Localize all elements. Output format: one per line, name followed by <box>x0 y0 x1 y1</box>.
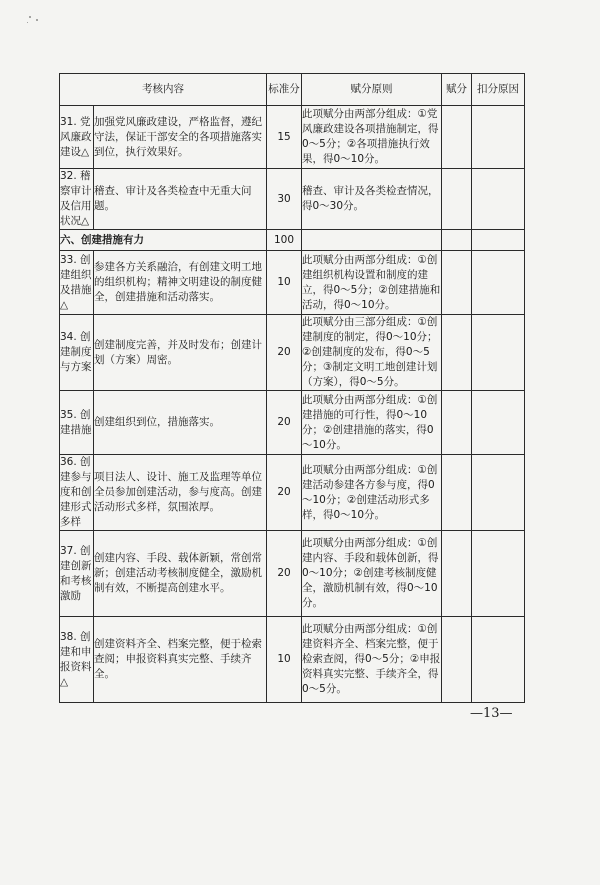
score-cell <box>442 455 472 531</box>
item-title: 36. 创建参与度和创建形式多样 <box>60 455 94 531</box>
item-principle: 此项赋分由两部分组成：①创建组织机构设置和制度的建立，得0～5分；②创建措施和活动，得0～10分。 <box>302 251 442 315</box>
item-content: 创建制度完善，并及时发布；创建计划（方案）周密。 <box>94 315 267 391</box>
table-row <box>60 391 525 455</box>
item-content: 创建资料齐全、档案完整，便于检索查阅；申报资料真实完整、手续齐全。 <box>94 617 267 703</box>
header-standard-score: 标准分 <box>267 74 302 106</box>
item-content: 创建内容、手段、载体新颖，常创常新；创建活动考核制度健全，激励机制有效，不断提高创建水平。 <box>94 531 267 617</box>
table-row <box>60 315 525 391</box>
item-title: 31. 党风廉政建设△ <box>60 106 94 169</box>
deduction-cell <box>472 169 525 230</box>
item-score: 10 <box>267 617 302 703</box>
item-content: 参建各方关系融洽，有创建文明工地的组织机构；精神文明建设的制度健全，创建措施和活动落实。 <box>94 251 267 315</box>
table-row <box>60 106 525 169</box>
score-cell <box>442 315 472 391</box>
header-scoring-principle: 赋分原则 <box>302 74 442 106</box>
item-title: 34. 创建制度与方案 <box>60 315 94 391</box>
header-deduction-reason: 扣分原因 <box>472 74 525 106</box>
item-title: 33. 创建组织及措施△ <box>60 251 94 315</box>
item-principle: 此项赋分由两部分组成：①创建资料齐全、档案完整，便于检索查阅，得0～5分；②申报资料真实完整、手续齐全，得0～5分。 <box>302 617 442 703</box>
score-cell <box>442 531 472 617</box>
score-cell <box>442 391 472 455</box>
item-score: 20 <box>267 391 302 455</box>
scan-speck <box>29 16 31 18</box>
deduction-cell <box>472 251 525 315</box>
scan-speck <box>36 19 38 21</box>
header-score: 赋分 <box>442 74 472 106</box>
item-content: 项目法人、设计、施工及监理等单位全员参加创建活动，参与度高。创建活动形式多样，氛围浓厚。 <box>94 455 267 531</box>
item-score: 20 <box>267 315 302 391</box>
item-principle: 此项赋分由两部分组成：①党风廉政建设各项措施制定，得0～5分；②各项措施执行效果，得0～10分。 <box>302 106 442 169</box>
section-row <box>60 230 525 251</box>
score-cell <box>442 169 472 230</box>
item-score: 20 <box>267 455 302 531</box>
score-cell <box>442 230 472 251</box>
scan-speck <box>27 22 28 23</box>
deduction-cell <box>472 455 525 531</box>
item-score: 30 <box>267 169 302 230</box>
deduction-cell <box>472 106 525 169</box>
deduction-cell <box>472 391 525 455</box>
item-title: 32. 稽察审计及信用状况△ <box>60 169 94 230</box>
item-content: 稽查、审计及各类检查中无重大问题。 <box>94 169 267 230</box>
table-row <box>60 455 525 531</box>
assessment-table <box>59 73 525 703</box>
item-score: 20 <box>267 531 302 617</box>
deduction-cell <box>472 617 525 703</box>
score-cell <box>442 106 472 169</box>
deduction-cell <box>472 230 525 251</box>
item-principle: 此项赋分由三部分组成：①创建制度的制定，得0～10分；②创建制度的发布，得0～5分；③制定文明工地创建计划（方案），得0～5分。 <box>302 315 442 391</box>
score-cell <box>442 251 472 315</box>
item-principle: 此项赋分由两部分组成：①创建活动参建各方参与度，得0～10分；②创建活动形式多样，得0～10分。 <box>302 455 442 531</box>
principle-cell <box>302 230 442 251</box>
item-principle: 稽查、审计及各类检查情况，得0～30分。 <box>302 169 442 230</box>
header-content: 考核内容 <box>60 74 267 106</box>
table-row <box>60 617 525 703</box>
deduction-cell <box>472 531 525 617</box>
table-row <box>60 531 525 617</box>
item-content: 创建组织到位，措施落实。 <box>94 391 267 455</box>
section-score: 100 <box>267 230 302 251</box>
item-principle: 此项赋分由两部分组成：①创建措施的可行性，得0～10分；②创建措施的落实，得0～10分。 <box>302 391 442 455</box>
item-score: 15 <box>267 106 302 169</box>
item-title: 35. 创建措施 <box>60 391 94 455</box>
item-title: 38. 创建和申报资料△ <box>60 617 94 703</box>
deduction-cell <box>472 315 525 391</box>
page-number: —13— <box>470 706 513 721</box>
score-cell <box>442 617 472 703</box>
table-header-row <box>60 74 525 106</box>
item-score: 10 <box>267 251 302 315</box>
item-title: 37. 创建创新和考核激励 <box>60 531 94 617</box>
item-content: 加强党风廉政建设，严格监督，遵纪守法，保证干部安全的各项措施落实到位，执行效果好。 <box>94 106 267 169</box>
table-row <box>60 169 525 230</box>
table-row <box>60 251 525 315</box>
item-principle: 此项赋分由两部分组成：①创建内容、手段和载体创新，得0～10分；②创建考核制度健全，激励机制有效，得0～10分。 <box>302 531 442 617</box>
section-title: 六、创建措施有力 <box>60 230 267 251</box>
